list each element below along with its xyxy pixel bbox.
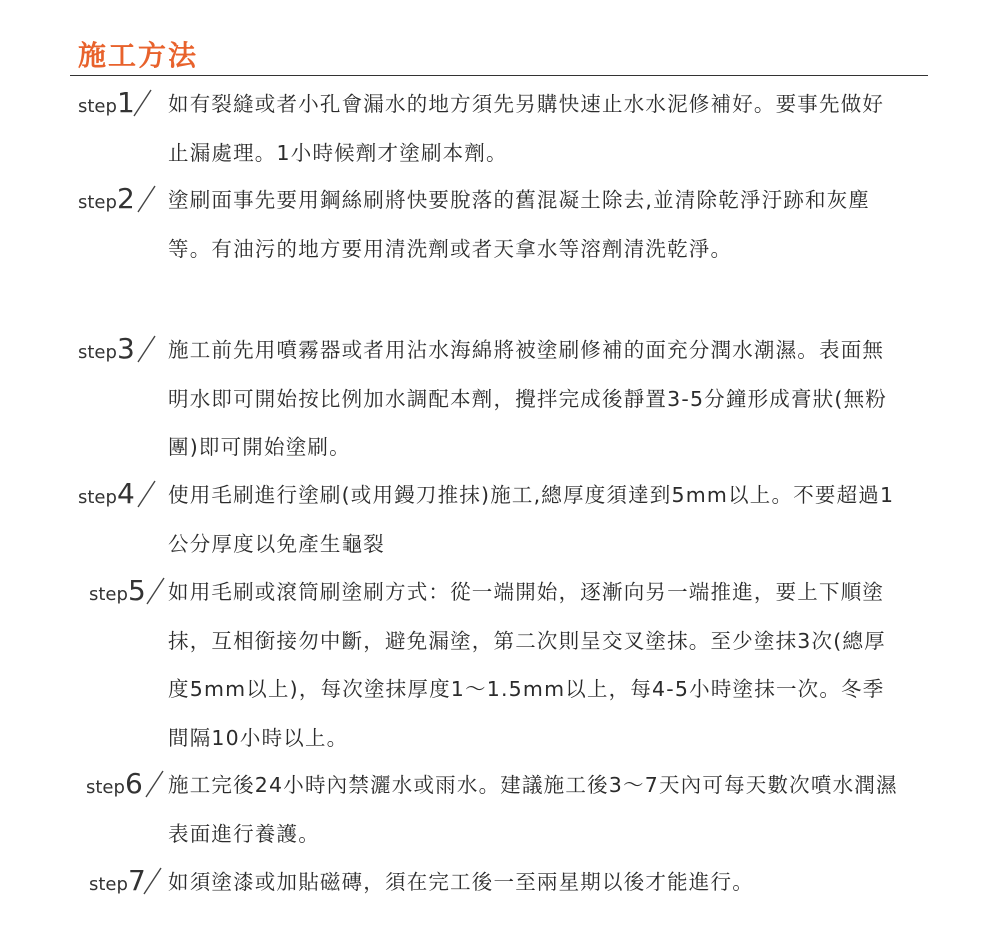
step-number: 1 <box>116 86 135 119</box>
step-slash-icon <box>135 184 157 214</box>
step-slash-icon <box>144 576 166 606</box>
section-title: 施工方法 <box>78 39 199 72</box>
step-word: step <box>89 874 128 895</box>
step-number: 5 <box>127 574 146 607</box>
step-word: step <box>78 342 117 363</box>
step-word: step <box>86 777 125 798</box>
step-3-text: 施工前先用噴霧器或者用沾水海綿將被塗刷修補的面充分潤水潮濕。表面無明水即可開始按比例加水調配本劑，攪拌完成後靜置3-5分鐘形成膏狀(無粉團)即可開始塗刷。 <box>168 338 887 459</box>
step-2-text: 塗刷面事先要用鋼絲刷將快要脫落的舊混凝土除去,並清除乾淨汙跡和灰塵等。有油污的地方要用清洗劑或者天拿水等溶劑清洗乾淨。 <box>168 188 871 261</box>
step-word: step <box>78 96 117 117</box>
step-slash-icon <box>135 479 157 509</box>
step-number: 7 <box>127 864 146 897</box>
step-7-text: 如須塗漆或加貼磁磚，須在完工後一至兩星期以後才能進行。 <box>168 870 754 894</box>
step-number: 6 <box>124 767 143 800</box>
step-1-text: 如有裂縫或者小孔會漏水的地方須先另購快速止水水泥修補好。要事先做好止漏處理。1小時候劑才塗刷本劑。 <box>168 92 885 165</box>
step-2-label <box>78 182 135 215</box>
step-word: step <box>89 584 128 605</box>
step-7-label <box>89 864 146 897</box>
step-number: 2 <box>116 182 135 215</box>
step-6-label <box>86 767 143 800</box>
step-3-label <box>78 332 135 365</box>
step-5-text: 如用毛刷或滾筒刷塗刷方式：從一端開始，逐漸向另一端推進，要上下順塗抹，互相銜接勿中斷，避免漏塗，第二次則呈交叉塗抹。至少塗抹3次(總厚度5mm以上)，每次塗抹厚度1～1.5mm以上，每4-5小時塗抹一次。冬季間隔10小時以上。 <box>168 580 886 750</box>
title-divider <box>70 75 928 76</box>
step-slash-icon <box>143 769 165 799</box>
step-slash-icon <box>141 866 163 896</box>
step-slash-icon <box>131 88 153 118</box>
step-6-text: 施工完後24小時內禁灑水或雨水。建議施工後3～7天內可每天數次噴水潤濕表面進行養護。 <box>168 773 898 846</box>
step-number: 4 <box>116 477 135 510</box>
step-slash-icon <box>135 334 157 364</box>
step-word: step <box>78 192 117 213</box>
step-4-label <box>78 477 135 510</box>
step-number: 3 <box>116 332 135 365</box>
step-5-label <box>89 574 146 607</box>
step-1-label <box>78 86 135 119</box>
step-word: step <box>78 487 117 508</box>
step-4-text: 使用毛刷進行塗刷(或用鏝刀推抹)施工,總厚度須達到5mm以上。不要超過1公分厚度以免產生龜裂 <box>168 483 895 556</box>
